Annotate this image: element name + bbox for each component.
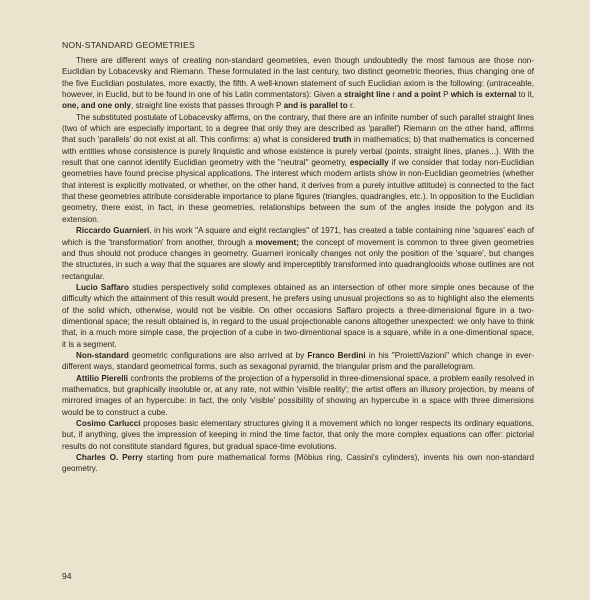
body-text	[62, 55, 534, 475]
bold-text: especially	[349, 158, 389, 168]
bold-text: movement;	[255, 237, 299, 247]
section-heading: NON-STANDARD GEOMETRIES	[62, 40, 195, 50]
bold-text: Lucio Saffaro	[76, 282, 129, 292]
text-run: if we consider that today non-Euclidian geometries have found precise physical applications. The interest which modern artists show in non-Euclidian geometries (whether that interest is explicitly motivated, or whether, on the other hand, it derives from a purely intuitive attitude) is connected to the fact that these geometries attribute considerable importance to plane figures (triangles, quadrangles, etc.). In opposition to the Euclidian geometry, there exist, in fact, in these geometries, relationships between the sum of the angles inside the polygon and its extension.	[62, 158, 534, 224]
text-run: r	[390, 90, 398, 100]
paragraph	[62, 55, 534, 112]
bold-text: Charles O. Perry	[76, 453, 143, 463]
text-run: to it,	[516, 90, 534, 100]
bold-text: Non-standard	[76, 350, 129, 360]
text-run: confronts the problems of the projection of a hypersolid in three-dimensional space, a problem easily resolved in mathematics, but graphically insoluble or, at any rate, not within 'visible reality'; the artist offers an illusory projection, by means of mirrored images of an hypercube: in fact, the only 'visible' possibility of showing an hypercube in a space with three dimensions would be to construct a cube.	[62, 373, 534, 417]
text-run: r.	[347, 101, 355, 111]
text-run: There are different ways of creating non-standard geometries, even though undoubtedly the most famous are those non-Euclidian by Lobacevsky and Riemann. These formulated in the last century, two distinct geometric theories, thus changing one of the five Euclidian postulates, more exactly, the fifth. A well-known statement of such Euclidian axiom is the following: (untraceable, however, in Euclid, but to be found in one of his Latin commentators): Given a	[62, 56, 534, 100]
paragraph	[62, 373, 534, 418]
bold-text: truth	[332, 135, 352, 145]
page-number: 94	[62, 571, 72, 581]
text-run: the concept of movement is common to three given geometries and thus should not produce changes in geometry. Guarneri ironically changes not only the position of the 'square', but changes the structures, in such a way that the squares are slowly and imperceptibly transformed into quadranglooids whose outlines are not rectangular.	[62, 237, 534, 281]
bold-text: Attilio Pierelli	[76, 373, 128, 383]
bold-text: one, and one only	[62, 101, 132, 111]
paragraph	[62, 225, 534, 282]
page-body	[62, 40, 534, 475]
bold-text: Franco Berdini	[307, 350, 366, 360]
text-run: studies perspectively solid complexes obtained as an intersection of other more simple ones because of the difficulty which the attainment of this result would present, he prefers using unusual projections so as to highlight also the elements of the solid which, otherwise, would not be visible. On other occasions Saffaro projects a three-dimensional figure in a two-dimentional space; the result obtained is, in regard to the usual projectionable canons altogether unexpected: we only have to think that, in a much more simple case, the projection of a cube in two-dimentional space is a square, while in a one-dimentional space, it is a segment.	[62, 282, 534, 349]
bold-text: Cosimo Carlucci	[76, 419, 141, 428]
text-run: starting from pure mathematical forms (Möbius ring, Cassini's cylinders), invents his own non-standard geometry.	[62, 453, 534, 474]
paragraph	[62, 112, 534, 225]
text-run: P	[440, 90, 451, 100]
text-run: , straight line exists that passes through P	[131, 101, 284, 111]
text-run: The substituted postulate of Lobacevsky affirms, on the contrary, that there are an infinite number of such parallel straight lines (two of which are especially important, to a degree that only they are described as 'parallel') Riemann on the other hand, affirms that such 'parallels' do not exist at all. This confirms: a) what is considered	[62, 112, 534, 145]
bold-text: and is parallel to	[283, 101, 348, 111]
bold-text: Riccardo Guarnieri	[76, 226, 150, 236]
text-run: in his "ProiettiVazioni" which change in ever-different ways, standard geometrical forms, such as sexagonal pyramid, the triangular prism and the parallelogram.	[62, 350, 534, 372]
text-run: geometric configurations are also arrived at by	[128, 350, 308, 360]
bold-text: and a point	[397, 90, 441, 100]
text-run: proposes basic elementary structures giving it a movement which no longer respects its ordinary equations, but, if anything, gives the impression of keeping in mind the time factor, that only the more complex equations can offer: pictorial results do not constitute standard figures, but gradual space-time evolutions.	[62, 419, 534, 451]
paragraph	[62, 350, 534, 373]
paragraph	[62, 418, 534, 452]
text-run: , in his work "A square and eight rectangles" of 1971, has created a table containing nine 'squares' each of which is the 'transformation' from another, through a	[62, 226, 534, 247]
paragraph	[62, 452, 534, 475]
bold-text: which is external	[450, 90, 517, 100]
paragraph	[62, 282, 534, 350]
bold-text: straight line	[344, 90, 391, 100]
text-run: in mathematics; b) that mathematics is concerned with entities whose consistence is purely linquistic and whose existence is purely verbal (points, straight lines, planes...). With the result that one cannot identify Euclidian geometry with the "neutral" geometry,	[62, 135, 534, 168]
